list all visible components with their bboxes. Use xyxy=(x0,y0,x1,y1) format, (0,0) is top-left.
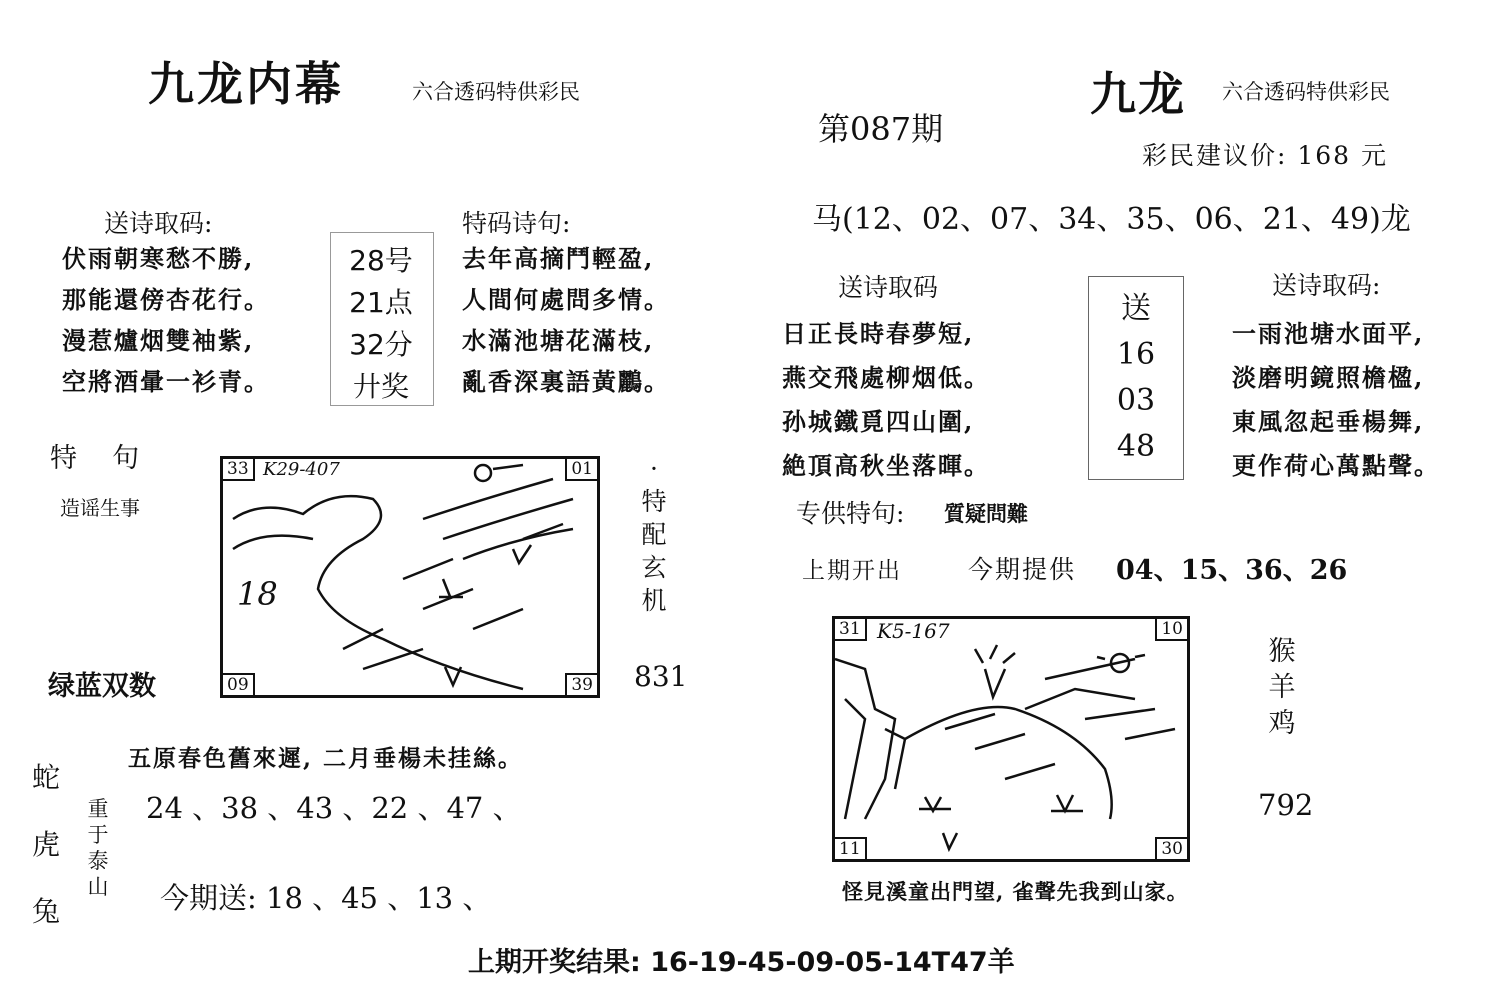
poem-line: 去年高摘鬥輕盈, xyxy=(462,244,655,273)
sketch-number: 18 xyxy=(237,575,278,613)
left-subtitle: 六合透码特供彩民 xyxy=(412,80,580,104)
left-zodiac xyxy=(28,744,64,945)
left-special-poem-label: 特码诗句: xyxy=(462,209,571,238)
left-send-poem-label: 送诗取码: xyxy=(104,209,213,238)
left-special-phrase-label: 特 句 xyxy=(50,443,146,474)
right-vertical-number: 792 xyxy=(1258,788,1314,822)
box-line: 03 xyxy=(1116,383,1156,418)
poem-line: 水滿池塘花滿枝, xyxy=(462,326,655,355)
right-today-numbers: 04、15、36、26 xyxy=(1116,555,1348,586)
sketch-header: K29-407 xyxy=(263,459,340,480)
poem-line: 東風忽起垂楊舞, xyxy=(1232,407,1425,436)
right-numbers-line: 马(12、02、07、34、35、06、21、49)龙 xyxy=(812,202,1411,237)
poem-line: 絶頂高秋坐落暉。 xyxy=(782,451,990,480)
box-line: 送 xyxy=(1121,291,1151,326)
box-line: 16 xyxy=(1116,337,1156,372)
box-line: 21点 xyxy=(349,286,413,319)
poem-line: 更作荷心萬點聲。 xyxy=(1232,451,1440,480)
vertical-char: 玄 xyxy=(641,553,667,582)
right-send-poem-label-left: 送诗取码 xyxy=(838,273,939,302)
left-today-send: 今期送: 18 、45 、13 、 xyxy=(160,881,492,915)
vertical-char: 鸡 xyxy=(1268,708,1296,739)
right-price: 彩民建议价: 168 元 xyxy=(1142,141,1389,170)
vertical-char: · xyxy=(650,454,658,483)
box-line: 48 xyxy=(1116,429,1156,464)
zodiac-char: 蛇 xyxy=(31,761,60,794)
left-small-vertical xyxy=(84,796,112,900)
poem-line: 淡磨明鏡照檐楹, xyxy=(1232,363,1425,392)
sketch-corner-tl: 31 xyxy=(835,619,867,641)
box-line: 28号 xyxy=(349,244,413,277)
poem-line: 日正長時春夢短, xyxy=(782,319,975,348)
right-middle-box-content xyxy=(1096,286,1176,470)
poem-line: 那能還傍杏花行。 xyxy=(62,285,270,314)
poem-line: 一雨池塘水面平, xyxy=(1232,319,1425,348)
footer-result: 上期开奖结果: 16-19-45-09-05-14T47羊 xyxy=(468,947,1015,978)
poem-line: 人間何處問多情。 xyxy=(462,285,670,314)
vertical-char: 机 xyxy=(641,586,667,615)
poem-line: 孙城鐵覓四山圍, xyxy=(782,407,975,436)
left-verse: 五原春色舊來遲, 二月垂楊未挂絲。 xyxy=(128,745,524,772)
left-numbers-line: 24 、38 、43 、22 、47 、 xyxy=(146,791,522,825)
left-title: 九龙内幕 xyxy=(148,57,344,111)
right-last-open-label: 上期开出 xyxy=(802,558,902,584)
poem-line: 伏雨朝寒愁不勝, xyxy=(62,244,255,273)
poem-line: 漫惹爐烟雙袖紫, xyxy=(62,326,255,355)
sketch-header: K5-167 xyxy=(877,619,950,643)
left-special-poem xyxy=(462,238,670,402)
poem-line: 空將酒暈一衫青。 xyxy=(62,367,270,396)
right-verse: 怪見溪童出門望, 雀聲先我到山家。 xyxy=(842,879,1189,904)
right-special-phrase: 質疑問難 xyxy=(944,501,1028,526)
left-send-poem xyxy=(62,238,270,402)
left-middle-box-content xyxy=(345,240,417,408)
sketch-corner-br: 30 xyxy=(1155,837,1187,859)
issue-number: 第087期 xyxy=(818,110,944,148)
left-color-hint: 绿蓝双数 xyxy=(48,671,156,702)
right-subtitle: 六合透码特供彩民 xyxy=(1222,80,1390,104)
right-send-poem-label-right: 送诗取码: xyxy=(1272,271,1381,300)
zodiac-char: 兔 xyxy=(31,895,60,928)
sketch-corner-br: 39 xyxy=(565,673,597,695)
right-today-label: 今期提供 xyxy=(968,555,1077,584)
right-sketch-drawing xyxy=(835,619,1187,859)
vertical-char: 重 xyxy=(87,797,109,821)
poem-line: 亂香深裏語黃鸝。 xyxy=(462,367,670,396)
left-sketch xyxy=(220,456,600,698)
zodiac-char: 虎 xyxy=(31,828,60,861)
sketch-corner-tr: 01 xyxy=(565,459,597,481)
left-vertical-number: 831 xyxy=(634,660,688,693)
right-poem-left xyxy=(782,312,990,488)
vertical-char: 羊 xyxy=(1268,672,1296,703)
poem-line: 燕交飛處柳烟低。 xyxy=(782,363,990,392)
left-sketch-drawing xyxy=(223,459,597,695)
left-vertical-hint xyxy=(638,452,670,617)
vertical-char: 于 xyxy=(87,823,109,847)
vertical-char: 特 xyxy=(641,487,667,516)
sketch-corner-tr: 10 xyxy=(1155,619,1187,641)
right-title: 九龙 xyxy=(1090,67,1186,121)
vertical-char: 配 xyxy=(641,520,667,549)
box-line: 廾奖 xyxy=(352,370,409,403)
box-line: 32分 xyxy=(349,328,413,361)
vertical-char: 山 xyxy=(87,875,109,899)
sketch-corner-bl: 11 xyxy=(835,837,867,859)
right-vertical-hint xyxy=(1264,634,1300,742)
left-special-phrase: 造谣生事 xyxy=(60,496,140,520)
vertical-char: 泰 xyxy=(87,849,109,873)
right-poem-right xyxy=(1232,312,1440,488)
vertical-char: 猴 xyxy=(1268,636,1296,667)
right-sketch xyxy=(832,616,1190,862)
sketch-corner-bl: 09 xyxy=(223,673,255,695)
right-special-label: 专供特句: xyxy=(796,499,905,528)
sketch-corner-tl: 33 xyxy=(223,459,255,481)
